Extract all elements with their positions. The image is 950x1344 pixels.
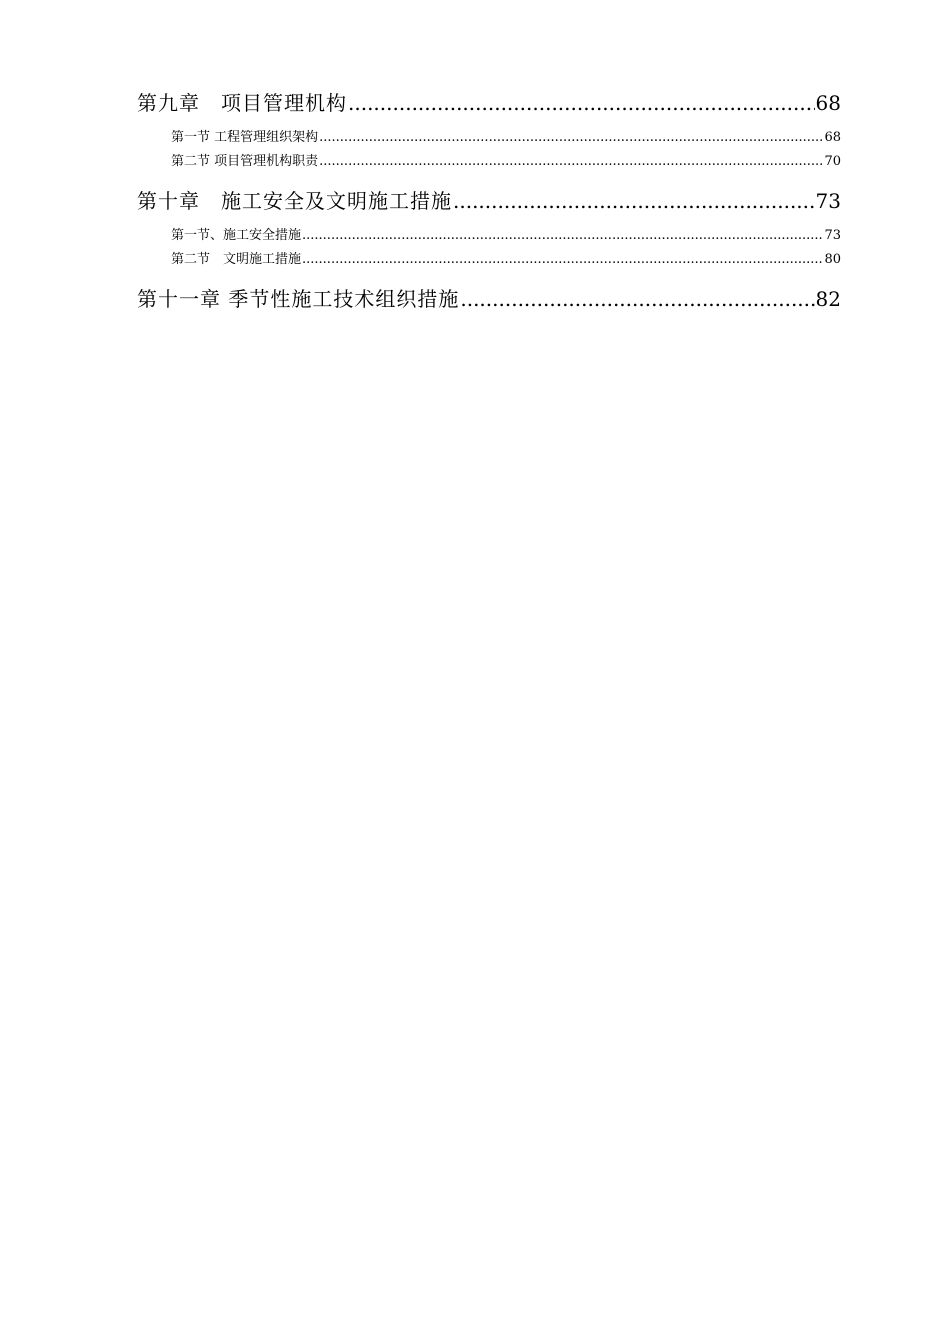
dot-leader (302, 248, 823, 272)
dot-leader (348, 86, 815, 120)
toc-page-number: 73 (824, 228, 841, 243)
toc-entry-label: 第十章 施工安全及文明施工措施 (137, 189, 452, 213)
toc-page-number: 68 (824, 130, 841, 145)
toc-page-number: 70 (824, 154, 841, 169)
toc-entry-chapter-9[interactable] (137, 86, 841, 120)
toc-entry-label: 第二节 文明施工措施 (171, 252, 302, 267)
toc-page-number: 82 (815, 287, 841, 311)
dot-leader (319, 150, 823, 174)
toc-entry-label: 第九章 项目管理机构 (137, 91, 347, 115)
toc-entry-chapter-10[interactable] (137, 184, 841, 218)
dot-leader (319, 126, 823, 150)
toc-entry-section[interactable] (137, 248, 841, 272)
toc-entry-label: 第一节 工程管理组织架构 (171, 130, 319, 145)
toc-page-number: 80 (824, 252, 841, 267)
toc-entry-label: 第十一章 季节性施工技术组织措施 (137, 287, 460, 311)
toc-entry-section[interactable] (137, 224, 841, 248)
dot-leader (460, 282, 814, 316)
dot-leader (453, 184, 815, 218)
toc-entry-section[interactable] (137, 150, 841, 174)
toc-page-number: 73 (815, 189, 841, 213)
toc-entry-section[interactable] (137, 126, 841, 150)
toc-entry-label: 第二节 项目管理机构职责 (171, 154, 319, 169)
toc-entry-chapter-11[interactable] (137, 282, 841, 316)
toc-page-number: 68 (815, 91, 841, 115)
table-of-contents (137, 86, 841, 316)
toc-entry-label: 第一节、施工安全措施 (171, 228, 302, 243)
dot-leader (302, 224, 823, 248)
